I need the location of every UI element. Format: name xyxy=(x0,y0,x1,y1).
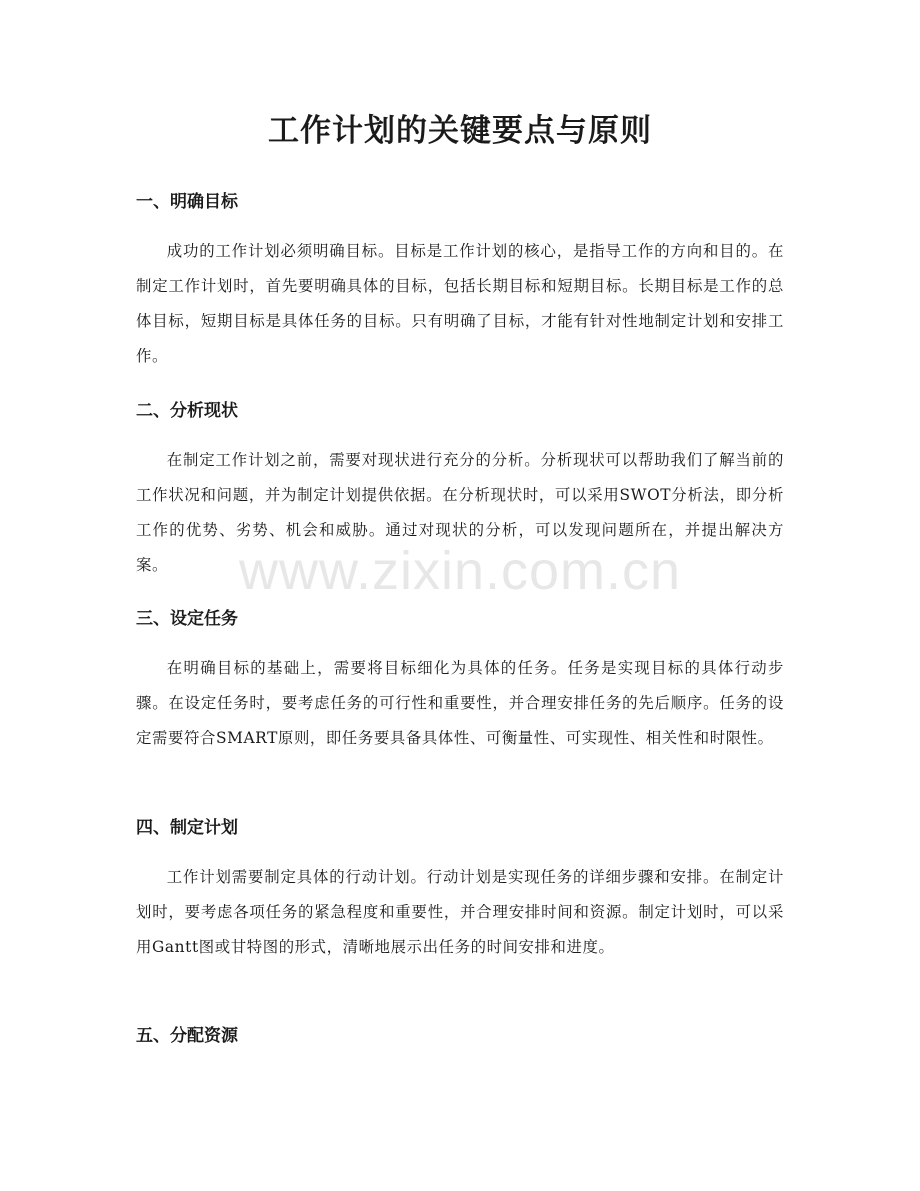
document-title: 工作计划的关键要点与原则 xyxy=(268,113,652,149)
section-paragraph-3: 在明确目标的基础上，需要将目标细化为具体的任务。任务是实现目标的具体行动步骤。在设定任务时，要考虑任务的可行性和重要性，并合理安排任务的先后顺序。任务的设定需要符合SMART原则，即任务要具备具体性、可衡量性、可实现性、相关性和时限性。 xyxy=(136,659,784,747)
section-heading-4: 四、制定计划 xyxy=(136,818,238,838)
section-paragraph-2: 在制定工作计划之前，需要对现状进行充分的分析。分析现状可以帮助我们了解当前的工作状况和问题，并为制定计划提供依据。在分析现状时，可以采用SWOT分析法，即分析工作的优势、劣势、机会和威胁。通过对现状的分析，可以发现问题所在，并提出解决方案。 xyxy=(136,451,784,574)
watermark-text: www.zixin.com.cn xyxy=(238,541,682,601)
section-heading-3: 三、设定任务 xyxy=(136,609,238,629)
section-heading-2: 二、分析现状 xyxy=(136,401,238,421)
section-heading-1: 一、明确目标 xyxy=(136,192,238,212)
section-paragraph-4: 工作计划需要制定具体的行动计划。行动计划是实现任务的详细步骤和安排。在制定计划时，要考虑各项任务的紧急程度和重要性，并合理安排时间和资源。制定计划时，可以采用Gantt图或甘特图的形式，清晰地展示出任务的时间安排和进度。 xyxy=(136,868,784,956)
section-paragraph-1: 成功的工作计划必须明确目标。目标是工作计划的核心，是指导工作的方向和目的。在制定工作计划时，首先要明确具体的目标，包括长期目标和短期目标。长期目标是工作的总体目标，短期目标是具体任务的目标。只有明确了目标，才能有针对性地制定计划和安排工作。 xyxy=(136,242,784,365)
section-heading-5: 五、分配资源 xyxy=(136,1026,238,1046)
